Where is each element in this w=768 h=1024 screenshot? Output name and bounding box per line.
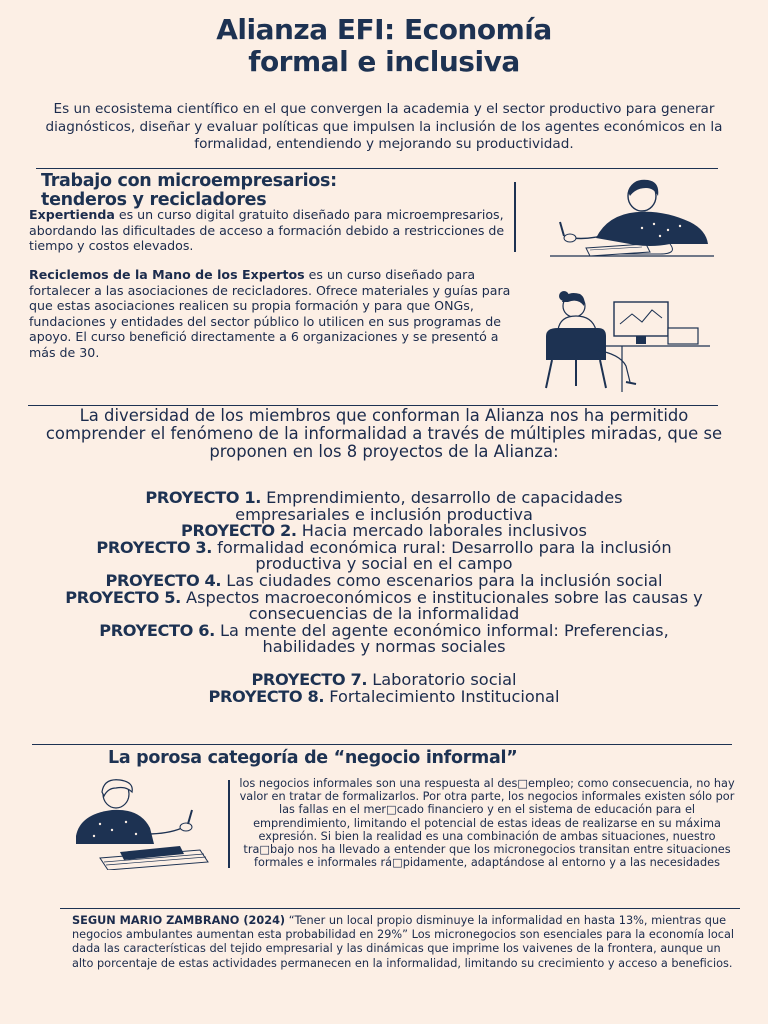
title-line-2: formal e inclusiva [248, 45, 520, 78]
expertienda-paragraph [29, 207, 511, 254]
page-title [0, 14, 768, 78]
project-text: Hacia mercado laborales inclusivos [296, 521, 587, 541]
project-text: Emprendimiento, desarrollo de capacidades empresariales e inclusión productiva [235, 488, 623, 524]
micro-heading-line-1: Trabajo con microempresarios: [41, 171, 337, 191]
reciclemos-desc: es un curso diseñado para fortalecer a las asociaciones de recicladores. Ofrece materiales y guías para que estas asociaciones realicen su propia formación y para que ONGs, fundaciones y entidades del sector público lo utilicen en sus programas de apoyo. El curso benefició directamente a 6 organizaciones y se presentó a más de 30. [29, 267, 511, 360]
zambrano-quote [72, 914, 736, 971]
project-text: Las ciudades como escenarios para la inclusión social [221, 570, 663, 590]
divider [36, 168, 718, 169]
project-text: La mente del agente económico informal: Preferencias, habilidades y normas sociales [214, 620, 669, 657]
project-label: PROYECTO 3. [96, 537, 213, 557]
micro-heading-line-2: tenderos y recicladores [41, 190, 267, 210]
diversity-paragraph: La diversidad de los miembros que conforman la Alianza nos ha permitido comprender el fenómeno de la informalidad a través de múltiples miradas, que se proponen en los 8 proyectos de la Alianza: [45, 406, 723, 462]
projects-list [20, 490, 748, 705]
project-item [20, 587, 748, 624]
vertical-divider [514, 182, 516, 252]
porosa-heading: La porosa categoría de “negocio informal” [108, 748, 518, 768]
person-at-computer-illustration-icon [540, 288, 710, 392]
expertienda-desc: es un curso digital gratuito diseñado para microempresarios, abordando las dificultades de acceso a formación debido a restricciones de tiempo y costos elevados. [29, 207, 505, 254]
project-text: Laboratorio social [367, 669, 517, 689]
reciclemos-name: Reciclemos de la Mano de los Expertos [29, 267, 305, 282]
person-writing-notebook-illustration-icon [50, 778, 220, 870]
project-label: PROYECTO 5. [65, 587, 181, 607]
project-label: PROYECTO 6. [99, 620, 215, 640]
divider [60, 908, 740, 909]
project-label: PROYECTO 2. [181, 521, 297, 541]
expertienda-name: Expertienda [29, 207, 115, 222]
title-line-1: Alianza EFI: Economía [216, 13, 552, 46]
quote-text: “Tener un local propio disminuye la informalidad en hasta 13%, mientras que negocios ambulantes aumentan esta probabilidad en 29%” Los micronegocios son esenciales para la economía local dada las características del tejido empresarial y las dinámicas que imprime los vaivenes de la frontera, aunque un alto porcentaje de estas actividades permanecen en la informalidad, limitando su crecimiento y acceso a beneficios. [72, 914, 735, 970]
divider [32, 744, 732, 745]
project-label: PROYECTO 4. [105, 570, 222, 590]
micro-heading [41, 172, 521, 210]
project-text: Fortalecimiento Institucional [324, 686, 560, 706]
project-label: PROYECTO 8. [208, 686, 325, 706]
project-label: PROYECTO 1. [145, 488, 261, 507]
project-item [20, 686, 748, 706]
project-item [20, 537, 748, 574]
vertical-divider [228, 780, 230, 868]
intro-paragraph: Es un ecosistema científico en el que convergen la academia y el sector productivo para generar diagnósticos, diseñar y evaluar políticas que impulsen la inclusión de los agentes económicos en la formalidad, entendiendo y mejorando su productividad. [45, 101, 723, 152]
reciclemos-paragraph [29, 267, 511, 361]
project-label: PROYECTO 7. [251, 669, 368, 689]
quote-source: SEGUN MARIO ZAMBRANO (2024) [72, 914, 286, 927]
project-text: formalidad económica rural: Desarrollo para la inclusión productiva y social en el campo [212, 537, 672, 574]
porosa-paragraph: los negocios informales son una respuesta al des□empleo; como consecuencia, no hay valor en tratar de formalizarlos. Por otra parte, los negocios informales existen sólo por las fallas en el mer□cado financiero y en el sistema de educación para el emprendimiento, limitando el potencial de estas ideas de realizarse en su máxima expresión. Si bien la realidad es una combinación de ambas situaciones, nuestro tra□bajo nos ha llevado a entender que los micronegocios transitan entre situaciones formales e informales rá□pidamente, adaptándose al entorno y a las necesidades [239, 777, 735, 870]
project-text: Aspectos macroeconómicos e institucionales sobre las causas y consecuencias de la informalidad [180, 587, 703, 624]
project-item [20, 490, 748, 523]
project-item [20, 620, 748, 657]
person-writing-illustration-icon [550, 178, 714, 262]
